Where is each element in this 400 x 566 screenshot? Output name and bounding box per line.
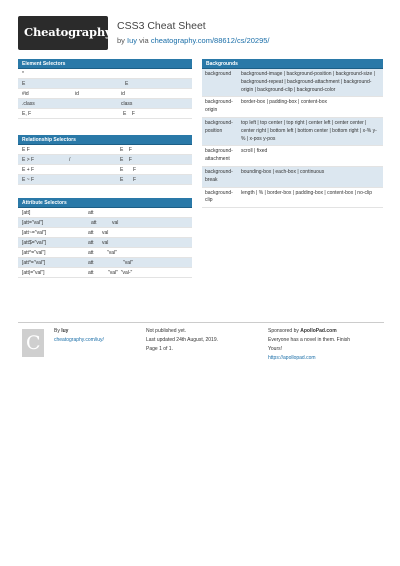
value-cell: border-box | padding-box | content-box [241,99,327,106]
selector-cell: [att$="val"] [22,240,46,246]
section-title: Backgrounds [202,59,383,69]
section-title: Element Selectors [18,59,192,69]
sponsor-name[interactable]: ApolloPad.com [300,328,337,334]
selector-cell: [att="val"] [22,220,44,226]
backgrounds-section [202,59,383,208]
page-footer [18,322,384,362]
value-cell: scroll | fixed [241,148,268,155]
table-row [202,167,383,188]
by-label: By [54,328,60,334]
logo-text: Cheatography [24,25,112,39]
example-cell: id [121,91,125,97]
attribute-cell: att [88,210,94,216]
value-cell: "val" [123,260,133,266]
value-cell: bounding-box | each-box | continuous [241,168,325,175]
last-updated: Last updated 24th August, 2019. [146,337,219,343]
value-cell: val [102,240,109,246]
property-cell: background-position [205,119,233,134]
table-row [202,146,383,167]
sponsor-url [268,354,316,363]
match-cell: id [75,91,79,97]
selector-cell: [att^="val"] [22,250,46,256]
match-cell: / [69,157,71,163]
sponsor-text-2: Yours! [268,346,282,352]
value-cell: "val" "val-" [108,270,133,276]
footer-author [54,327,68,336]
table-row [18,155,192,165]
table-row [18,69,192,79]
example-cell: E F [123,111,135,117]
selector-cell: [att|="val"] [22,270,45,276]
avatar-letter: C [26,332,41,354]
example-cell: E F [120,177,137,183]
page-title: CSS3 Cheat Sheet [117,20,206,32]
attribute-cell: att [88,240,94,246]
published-status: Not published yet. [146,328,187,334]
table-row [18,99,192,109]
author-link[interactable]: Iuy [127,36,138,45]
table-row [18,165,192,175]
table-row [18,208,192,218]
selector-cell: * [22,71,24,77]
footer-author-url [54,336,104,345]
table-row [18,218,192,228]
table-row [18,109,192,119]
author-url-link[interactable]: cheatography.com/iuy/ [54,337,104,343]
attribute-cell: att [88,230,94,236]
section-title: Attribute Selectors [18,198,192,208]
sponsor-prefix: Sponsored by [268,328,299,334]
selector-cell: .class [22,101,35,107]
value-cell: top left | top center | top right | center left | center center | center right | bottom left | bottom center | bottom right | x-% y-% | x-pos y-pos [241,119,377,142]
selector-cell: #id [22,91,29,97]
relationship-selectors-section [18,135,192,185]
selector-cell: [att~="val"] [22,230,47,236]
section-title: Relationship Selectors [18,135,192,145]
selector-cell: E, F [22,111,32,117]
via-label: via [139,36,149,45]
example-cell: E F [120,157,132,163]
example-cell: class [121,101,133,107]
table-row [18,238,192,248]
table-row [18,268,192,278]
table-row [202,69,383,97]
property-cell: background-origin [205,99,233,114]
selector-cell: [att*="val"] [22,260,46,266]
page-subtitle [117,36,270,45]
example-cell: E [125,81,129,87]
table-row [18,79,192,89]
selector-cell: E > F [22,157,35,163]
attribute-cell: att [88,260,94,266]
table-row [202,118,383,146]
sheet-url-link[interactable]: cheatography.com/88612/cs/20295/ [150,36,270,45]
page-header [18,16,384,50]
by-label: by [117,36,125,45]
value-cell: val [102,230,109,236]
table-row [18,258,192,268]
property-cell: background [205,71,232,77]
selector-cell: E [22,81,26,87]
attribute-cell: att [88,250,94,256]
cheatography-logo[interactable] [18,16,112,50]
avatar [22,329,44,357]
table-row [18,145,192,155]
property-cell: background-clip [205,189,233,204]
attribute-cell: att [88,270,94,276]
value-cell: length | % | border-box | padding-box | content-box | no-clip [241,189,373,196]
element-selectors-section [18,59,192,119]
selector-cell: [att] [22,210,31,216]
table-row [202,97,383,118]
sponsor-line [268,327,337,336]
author-name: Iuy [61,328,69,334]
example-cell: E F [120,147,132,153]
attribute-cell: att [91,220,97,226]
table-row [18,248,192,258]
value-cell: background-image | background-position | background-size | background-repeat | background-attachment | background-origin | background-clip | background-color [241,71,375,93]
selector-cell: E + F [22,167,35,173]
property-cell: background-attachment [205,148,233,163]
selector-cell: E ~ F [22,177,35,183]
table-row [18,175,192,185]
page-number: Page 1 of 1. [146,346,173,352]
sponsor-url-link[interactable]: https://apollopad.com [268,355,316,361]
example-cell: E F [120,167,137,173]
selector-cell: E F [22,147,30,153]
table-row [202,188,383,209]
value-cell: "val" [107,250,117,256]
table-row [18,89,192,99]
sponsor-text-1: Everyone has a novel in them. Finish [268,337,350,343]
property-cell: background-break [205,168,233,183]
value-cell: val [112,220,119,226]
table-row [18,228,192,238]
attribute-selectors-section [18,198,192,278]
